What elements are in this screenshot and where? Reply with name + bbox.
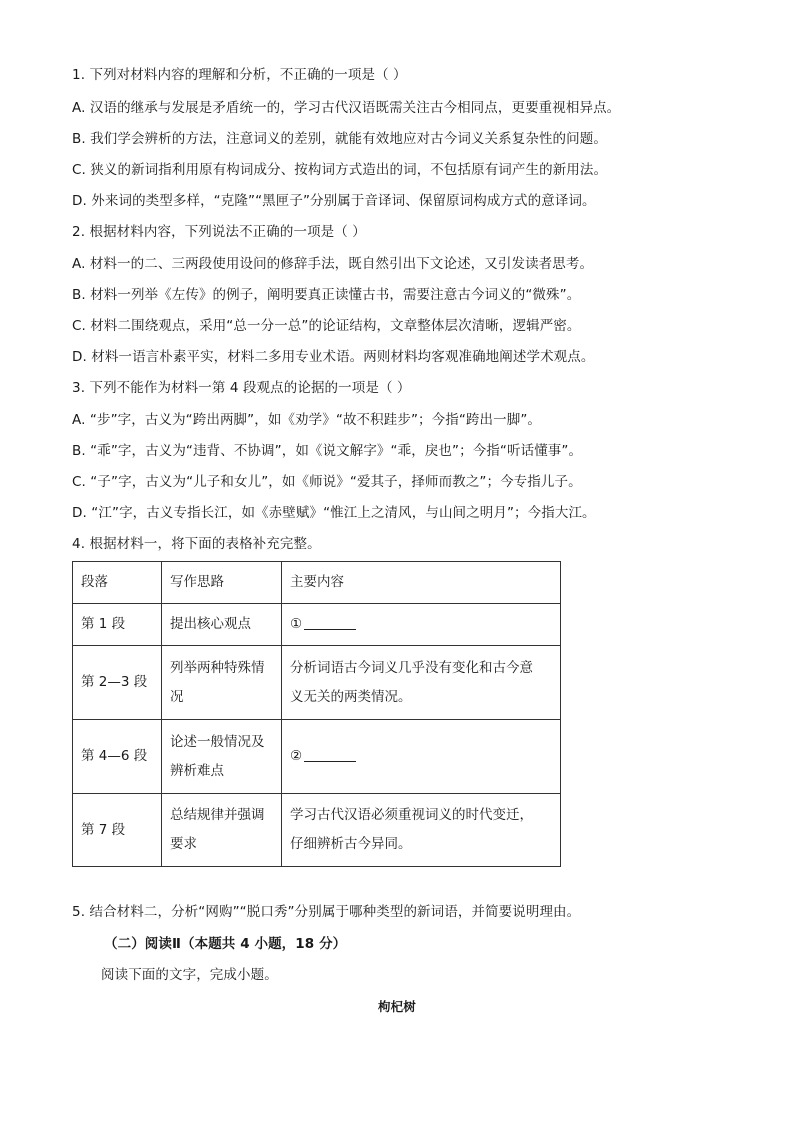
idea-line: 况: [170, 688, 184, 705]
question-2-option-a: A. 材料一的二、三两段使用设问的修辞手法，既自然引出下文论述，又引发读者思考。: [72, 256, 594, 272]
content-line: 义无关的两类情况。: [290, 688, 412, 705]
idea-line: 提出核心观点: [170, 616, 251, 632]
answer-marker: ②: [290, 748, 303, 764]
question-5-stem: 5. 结合材料二，分析“网购”“脱口秀”分别属于哪种类型的新词语，并简要说明理由。: [72, 904, 581, 920]
section-heading: （二）阅读Ⅱ（本题共 4 小题，18 分）: [104, 936, 347, 952]
answer-blank[interactable]: [304, 747, 356, 762]
table-cell-paragraph: 第 4—6 段: [73, 720, 162, 794]
question-2-option-d: D. 材料一语言朴素平实，材料二多用专业术语。两则材料均客观准确地阐述学术观点。: [72, 349, 595, 365]
table-row: [73, 646, 561, 720]
table-cell-content: [282, 794, 561, 867]
table-header-paragraph: 段落: [73, 562, 162, 604]
table-header-main-content: 主要内容: [282, 562, 561, 604]
question-4-stem: 4. 根据材料一，将下面的表格补充完整。: [72, 536, 321, 552]
question-1-stem: 1. 下列对材料内容的理解和分析，不正确的一项是（ ）: [72, 67, 407, 83]
table-cell-paragraph: 第 2—3 段: [73, 646, 162, 720]
table-row: [73, 720, 561, 794]
question-1-option-c: C. 狭义的新词指利用原有构词成分、按构词方式造出的词，不包括原有词产生的新用法。: [72, 162, 608, 178]
answer-marker: ①: [290, 616, 303, 632]
question-3-option-a: A. “步”字，古义为“跨出两脚”，如《劝学》“故不积跬步”；今指“跨出一脚”。: [72, 412, 542, 428]
table-cell-idea: [162, 646, 282, 720]
content-line: 分析词语古今词义几乎没有变化和古今意: [290, 659, 533, 676]
table-cell-content: [282, 604, 561, 646]
idea-line: 列举两种特殊情: [170, 659, 265, 676]
reading-instruction: 阅读下面的文字，完成小题。: [101, 967, 278, 983]
question-3-option-d: D. “江”字，古义专指长江，如《赤壁赋》“惟江上之清风，与山间之明月”；今指大江。: [72, 505, 596, 521]
question-1-option-b: B. 我们学会辨析的方法，注意词义的差别，就能有效地应对古今词义关系复杂性的问题。: [72, 131, 607, 147]
idea-line: 总结规律并强调: [170, 807, 265, 823]
question-1-option-d: D. 外来词的类型多样，“克隆”“黑匣子”分别属于音译词、保留原词构成方式的意译词。: [72, 193, 596, 209]
idea-line: 论述一般情况及: [170, 733, 265, 750]
table-row: [73, 794, 561, 867]
idea-line: 辨析难点: [170, 762, 224, 779]
table-cell-idea: [162, 604, 282, 646]
table-header-writing-idea: 写作思路: [162, 562, 282, 604]
essay-title: 枸杞树: [378, 999, 416, 1014]
question-3-option-c: C. “子”字，古义为“儿子和女儿”，如《师说》“爱其子，择师而教之”；今专指儿子。: [72, 474, 582, 490]
table-cell-idea: [162, 794, 282, 867]
content-line: 仔细辨析古今异同。: [290, 836, 412, 852]
question-3-option-b: B. “乖”字，古义为“违背、不协调”，如《说文解字》“乖，戾也”；今指“听话懂事”。: [72, 443, 583, 459]
table-cell-content: [282, 646, 561, 720]
table-row: [73, 604, 561, 646]
question-4-table: [72, 561, 561, 867]
question-2-option-b: B. 材料一列举《左传》的例子，阐明要真正读懂古书，需要注意古今词义的“微殊”。: [72, 287, 581, 303]
content-line: 学习古代汉语必须重视词义的时代变迁，: [290, 807, 533, 823]
question-2-stem: 2. 根据材料内容，下列说法不正确的一项是（ ）: [72, 224, 366, 240]
table-header-row: [73, 562, 561, 604]
question-3-stem: 3. 下列不能作为材料一第 4 段观点的论据的一项是（ ）: [72, 380, 411, 396]
question-2-option-c: C. 材料二围绕观点，采用“总一分一总”的论证结构，文章整体层次清晰，逻辑严密。: [72, 318, 581, 334]
table-cell-paragraph: 第 7 段: [73, 794, 162, 867]
question-1-option-a: A. 汉语的继承与发展是矛盾统一的，学习古代汉语既需关注古今相同点，更要重视相异点。: [72, 100, 621, 116]
table-cell-content: [282, 720, 561, 794]
answer-blank[interactable]: [304, 615, 356, 630]
table-cell-idea: [162, 720, 282, 794]
table-cell-paragraph: 第 1 段: [73, 604, 162, 646]
idea-line: 要求: [170, 836, 197, 852]
